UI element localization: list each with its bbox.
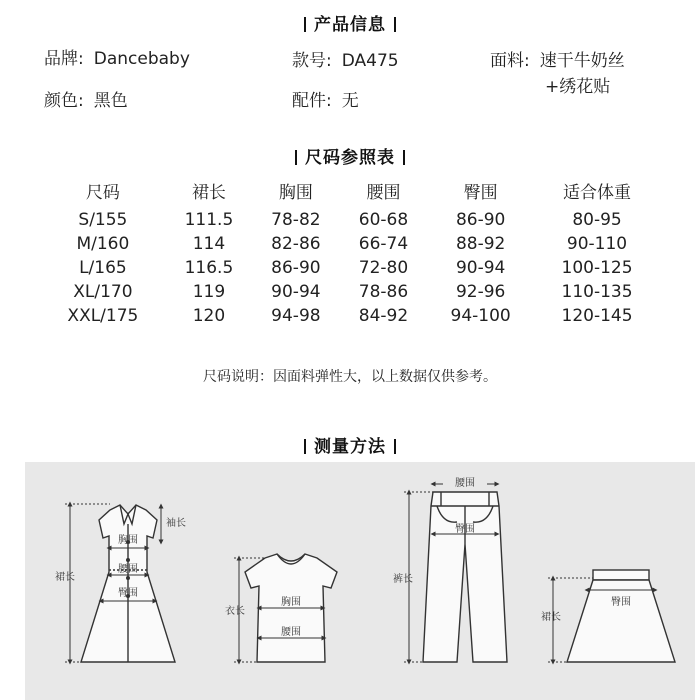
heading-bar-left xyxy=(304,439,306,454)
cell-chest: 78-82 xyxy=(271,210,321,230)
cell-hip: 90-94 xyxy=(455,258,506,278)
size-table xyxy=(40,178,660,328)
cell-weight: 110-135 xyxy=(561,282,633,302)
table-row xyxy=(40,232,660,256)
header-hip: 臀围 xyxy=(463,183,498,203)
header-dress-length: 裙长 xyxy=(191,183,226,203)
accessory-field xyxy=(292,86,359,111)
cell-hip: 88-92 xyxy=(455,234,506,254)
product-info-heading xyxy=(0,10,700,35)
measure-method-heading xyxy=(0,432,700,457)
pants-length-label: 裤长 xyxy=(393,574,413,585)
dress-length-label: 裙长 xyxy=(55,572,75,583)
cell-waist: 84-92 xyxy=(358,306,409,326)
size-chart-title: 尺码参照表 xyxy=(305,148,395,168)
pants-waist-label: 腰围 xyxy=(455,478,475,489)
heading-bar-right xyxy=(394,439,396,454)
size-table-header-row xyxy=(40,178,660,208)
cell-dress-length: 119 xyxy=(192,282,226,302)
cell-size: L/165 xyxy=(79,258,127,278)
table-row xyxy=(40,304,660,328)
skirt-length-label: 裙长 xyxy=(541,612,561,623)
cell-dress-length: 116.5 xyxy=(184,258,234,278)
heading-bar-left xyxy=(295,150,297,165)
dress-hip-label: 臀围 xyxy=(118,588,138,599)
color-field xyxy=(44,86,128,111)
table-row xyxy=(40,256,660,280)
cell-waist: 60-68 xyxy=(358,210,409,230)
top-waist-label: 腰围 xyxy=(281,627,301,638)
fabric-value-line2: +绣花贴 xyxy=(545,77,611,97)
measurement-diagrams xyxy=(25,462,695,700)
header-size: 尺码 xyxy=(85,183,120,203)
model-label: 款号: xyxy=(292,51,332,71)
heading-bar-left xyxy=(304,17,306,32)
cell-size: S/155 xyxy=(78,210,128,230)
cell-weight: 120-145 xyxy=(561,306,633,326)
cell-waist: 66-74 xyxy=(358,234,409,254)
table-row xyxy=(40,280,660,304)
size-note: 尺码说明：因面料弹性大，以上数据仅供参考。 xyxy=(203,369,497,385)
pants-diagram xyxy=(423,492,507,662)
accessory-label: 配件: xyxy=(292,91,332,111)
heading-bar-right xyxy=(394,17,396,32)
top-length-label: 衣长 xyxy=(225,606,245,617)
dress-waist-label: 腰围 xyxy=(118,564,138,575)
dress-sleeve-label: 袖长 xyxy=(166,518,186,529)
cell-dress-length: 120 xyxy=(192,306,226,326)
cell-chest: 90-94 xyxy=(271,282,321,302)
fabric-label: 面料: xyxy=(490,51,530,71)
cell-size: XXL/175 xyxy=(67,306,139,326)
header-waist: 腰围 xyxy=(366,183,401,203)
dress-chest-label: 胸围 xyxy=(118,535,138,546)
accessory-value: 无 xyxy=(341,91,359,111)
cell-chest: 86-90 xyxy=(271,258,321,278)
cell-hip: 92-96 xyxy=(455,282,506,302)
model-field xyxy=(292,46,399,71)
cell-weight: 80-95 xyxy=(572,210,622,230)
table-row xyxy=(40,208,660,232)
skirt-hip-label: 臀围 xyxy=(611,597,631,608)
pants-hip-label: 臀围 xyxy=(455,524,475,535)
cell-weight: 90-110 xyxy=(566,234,628,254)
cell-waist: 78-86 xyxy=(358,282,409,302)
cell-size: M/160 xyxy=(76,234,130,254)
brand-value: Dancebaby xyxy=(93,49,190,69)
model-value: DA475 xyxy=(341,51,399,71)
brand-label: 品牌: xyxy=(44,49,84,69)
color-value: 黑色 xyxy=(93,91,128,111)
brand-field xyxy=(44,44,190,69)
header-chest: 胸围 xyxy=(278,183,313,203)
cell-waist: 72-80 xyxy=(358,258,409,278)
cell-hip: 94-100 xyxy=(450,306,511,326)
size-chart-heading xyxy=(0,143,700,168)
cell-dress-length: 111.5 xyxy=(184,210,234,230)
skirt-diagram xyxy=(567,570,675,662)
top-chest-label: 胸围 xyxy=(281,597,301,608)
cell-chest: 82-86 xyxy=(271,234,321,254)
cell-hip: 86-90 xyxy=(455,210,506,230)
cell-weight: 100-125 xyxy=(561,258,633,278)
product-info-title: 产品信息 xyxy=(314,15,386,35)
fabric-value: 速干牛奶丝 xyxy=(539,51,625,71)
color-label: 颜色: xyxy=(44,91,84,111)
heading-bar-right xyxy=(403,150,405,165)
cell-dress-length: 114 xyxy=(192,234,226,254)
measurement-panel xyxy=(25,462,695,700)
measure-method-title: 测量方法 xyxy=(314,437,386,457)
cell-chest: 94-98 xyxy=(271,306,321,326)
cell-size: XL/170 xyxy=(73,282,133,302)
fabric-field xyxy=(490,46,625,71)
header-weight: 适合体重 xyxy=(563,183,632,203)
